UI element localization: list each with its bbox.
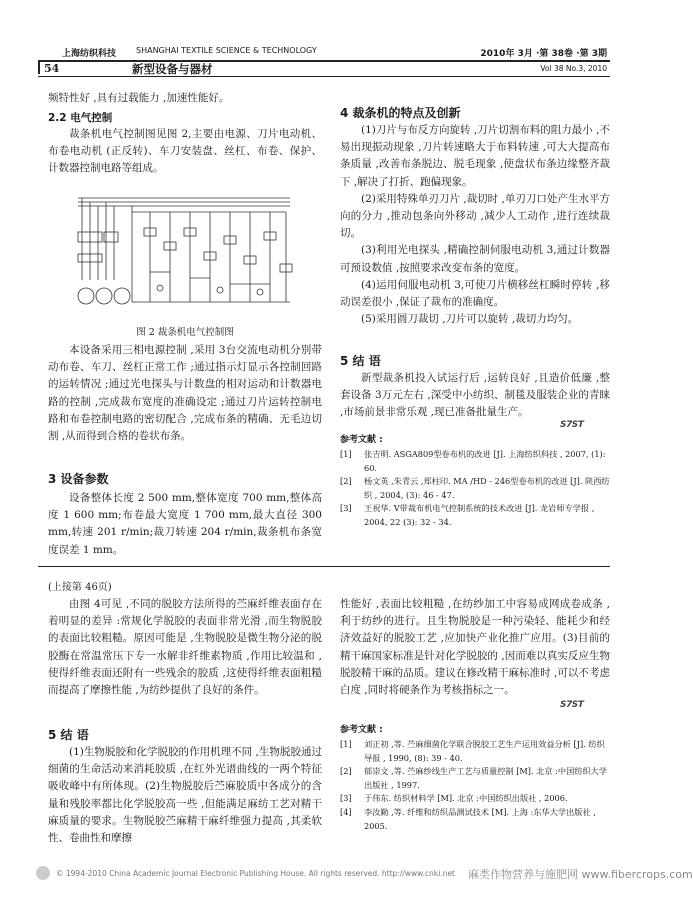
- reference-number: [3]: [340, 503, 352, 514]
- bottom-references-title: 参考文献 :: [340, 725, 383, 735]
- figure-2-caption: 图 2 裁条机电气控制图: [136, 327, 234, 338]
- bottom-paragraph-1: 由图 4可见 ,不同的脱胶方法所得的苎麻纤维表面存在着明显的差异 :常规化学脱胶的表面非常光滑 ,而生物脱胶的表面比较粗糙。原因可能是 ,生物脱胶是微生物分泌的脱胶酶在常温常压下专一水解非纤维素物质 ,作用比较温和 ,使得纤维表面还附有一些残余的胶质 ,这使得纤维表面粗糙而提高了摩擦性能 ,为纺纱提供了良好的条件。: [48, 598, 322, 697]
- section-2-2-body: 裁条机电气控制图见图 2,主要由电源、刀片电动机、布卷电动机 (正反转)、车刀安装盘、丝杠、布卷、保护、计数器控制电路等组成。: [48, 128, 322, 175]
- section-divider: [38, 566, 610, 567]
- issue-info: 2010年 3月 ·第 38卷 ·第 3期: [480, 49, 607, 59]
- bottom-section-5-title: 5 结 语: [48, 728, 89, 742]
- journal-logo: S7ST: [560, 420, 584, 430]
- section-4-list: [340, 122, 610, 328]
- feature-item: (4)运用伺服电动机 3,可使刀片横移丝杠瞬时停转 ,移动误差很小 ,保证了裁布的准确度。: [340, 278, 610, 309]
- paragraph-control-description: 本设备采用三相电源控制 ,采用 3台交流电动机分别带动布卷、车刀、丝杠正常工作 ;通过指示灯显示各控制回路的运转情况 ;通过光电探头与计数盘的相对运动和计数器电路的控制 ,完成裁布宽度的准确设定 ;通过刀片运转控制电路和布卷控制电路的密切配合 ,完成布条的精确、无毛边切割 ,从而得到合格的卷状布条。: [48, 344, 322, 443]
- reference-number: [1]: [340, 449, 352, 459]
- section-5-body: 新型裁条机投入试运行后 ,运转良好 ,且造价低廉 ,整套设备 3万元左右 ,深受中小纺织、制毯及服装企业的青睐 ,市场前景非常乐观 ,现已准备批量生产。: [340, 372, 610, 419]
- section-5-title: 5 结 语: [340, 354, 381, 368]
- volume-info: Vol 38 No.3, 2010: [540, 64, 607, 73]
- references-list: [340, 448, 610, 530]
- publisher-logo-icon: [36, 866, 50, 880]
- references-title: 参考文献 :: [340, 435, 383, 445]
- feature-item: (1)刀片与布反方向旋转 ,刀片切割布料的阻力最小 ,不易出现振动现象 ,刀片转速略大于布料转速 ,可大大提高布条质量 ,改善布条脱边、脱毛现象 ,使盘状布条边缘整齐裁下 ,解决了打折、跑偏现象。: [340, 124, 610, 188]
- reference-text: 于伟东. 纺织材料学 [M]. 北京 :中国纺织出版社 , 2006.: [364, 793, 568, 804]
- circuit-diagram: [70, 192, 298, 318]
- feature-item: (2)采用特殊单刃刀片 ,裁切时 ,单刃刀口处产生水平方向的分力 ,推动包条向外移动 ,减少人工动作 ,进行连续裁切。: [340, 192, 610, 240]
- section-2-2-title: 2.2 电气控制: [48, 112, 113, 124]
- header-rule: [38, 60, 610, 62]
- reference-item: [340, 765, 610, 792]
- reference-item: [340, 448, 610, 475]
- continuation-note: (上接第 46页): [48, 582, 112, 593]
- reference-text: 王祝华. V带裁布机电气控制系统的技术改进 [J]. 龙岩师专学报 , 2004, 22 (3): 32 - 34.: [364, 503, 595, 527]
- reference-number: [4]: [340, 806, 352, 817]
- footer-copyright: © 1994-2010 China Academic Journal Electronic Publishing House. All rights reserved. http://www.cnki.net: [56, 869, 455, 878]
- reference-item: [340, 738, 610, 765]
- reference-text: 杨文英 ,朱青云 ,郑柱印. MA /HD - 246型卷布机的改进 [J]. 陕西纺织 , 2004, (3): 46 - 47.: [364, 476, 610, 500]
- header-rule-thin: [38, 76, 610, 77]
- section-3-title: 3 设备参数: [48, 472, 109, 486]
- section-4-title: 4 裁条机的特点及创新: [340, 106, 461, 120]
- reference-item: [340, 502, 610, 529]
- bottom-right-paragraph: 性能好 ,表面比较粗糙 ,在纺纱加工中容易成网成卷成条 ,利于纺纱的进行。且生物脱胶是一种污染轻、能耗少和经济效益好的脱胶工艺 ,应加快产业化推广应用。(3)目前的精干麻国家标准是针对化学脱胶的 ,因而难以真实反应生物脱胶精干麻的品质。建议在修改精干麻标准时 ,可以不考虑白度 ,同时将硬条作为考核指标之一。: [340, 598, 610, 697]
- reference-text: 郁崇文 ,等. 苎麻纱线生产工艺与质量控制 [M]. 北京 :中国纺织大学出版社 , 1997.: [364, 766, 608, 790]
- footer-watermark: 麻类作物营养与施肥网 www.fibercrops.com: [468, 868, 693, 881]
- reference-text: 李汝勤 ,等. 纤维和纺织品测试技术 [M]. 上海 :东华大学出版社 , 2005.: [364, 806, 596, 831]
- feature-item: (3)利用光电探头 ,精确控制伺服电动机 3,通过计数器可预设数值 ,按照要求改变布条的宽度。: [340, 244, 610, 274]
- reference-number: [2]: [340, 476, 352, 487]
- page-number: 54: [44, 62, 60, 75]
- reference-number: [1]: [340, 739, 352, 749]
- bottom-references-list: [340, 738, 610, 833]
- bottom-paragraph-2: (1)生物脱胶和化学脱胶的作用机理不同 ,生物脱胶通过细菌的生命活动来消耗胶质 ,在红外光谱曲线的一两个特征吸收峰中有所体现。(2)生物脱胶后苎麻胶质中各成分的含量和残胶率都比化学脱胶高一些 ,但能满足麻纺工艺对精干麻质量的要求。生物脱胶苎麻精干麻纤维强力提高 ,其柔软性、卷曲性和摩擦: [48, 746, 322, 845]
- reference-number: [3]: [340, 793, 352, 804]
- column-title: 新型设备与器材: [132, 62, 213, 76]
- header-tick: [38, 60, 40, 74]
- circuit-diagram-svg: [70, 192, 298, 318]
- reference-number: [2]: [340, 766, 352, 777]
- reference-item: [340, 806, 610, 833]
- section-3-body: 设备整体长度 2 500 mm,整体宽度 700 mm,整体高度 1 600 mm;布卷最大宽度 1 700 mm,最大直径 300 mm,转速 201 r/min;裁刀转速 204 r/min,裁条机布条宽度误差 1 mm。: [48, 492, 322, 556]
- reference-text: 张吉明. ASGA809型卷布机的改进 [J]. 上海纺织科技 , 2007, (1): 60.: [364, 449, 606, 473]
- reference-item: [340, 475, 610, 502]
- journal-name-en: SHANGHAI TEXTILE SCIENCE & TECHNOLOGY: [136, 46, 317, 55]
- intro-text: 频特性好 ,具有过载能力 ,加速性能好。: [48, 92, 230, 104]
- reference-item: [340, 792, 610, 806]
- journal-logo: S7ST: [560, 700, 584, 710]
- reference-text: 刘正初 ,等. 苎麻细菌化学联合脱胶工艺生产运用效益分析 [J]. 纺织导报 , 1990, (8): 39 - 40.: [364, 739, 605, 763]
- feature-item: (5)采用圆刀裁切 ,刀片可以旋转 ,裁切力均匀。: [361, 313, 579, 326]
- journal-name: 上海纺织科技: [62, 49, 117, 59]
